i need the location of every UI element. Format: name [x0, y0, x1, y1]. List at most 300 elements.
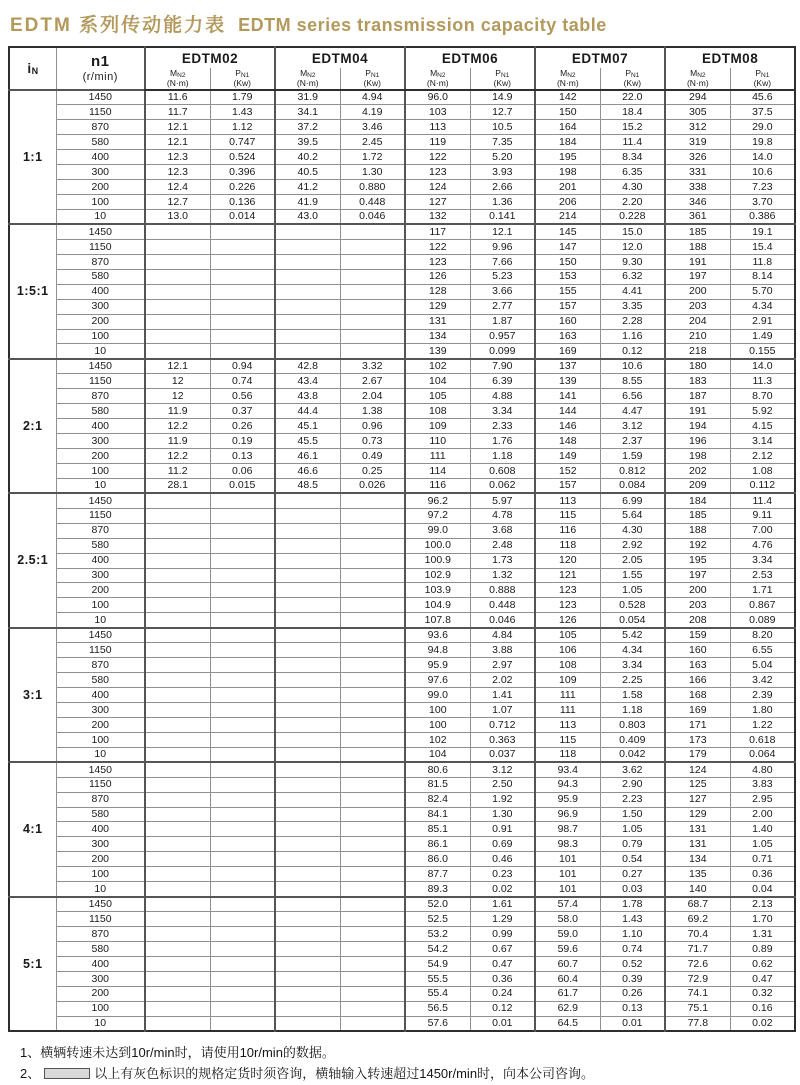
value-cell: 96.9 [535, 807, 600, 822]
value-cell: 202 [665, 463, 730, 478]
value-cell: 0.880 [340, 180, 405, 195]
value-cell: 12.2 [145, 419, 210, 434]
value-cell [275, 762, 340, 777]
value-cell [340, 613, 405, 628]
value-cell: 59.0 [535, 927, 600, 942]
speed-cell: 580 [56, 135, 145, 150]
value-cell: 1.18 [470, 449, 535, 464]
value-cell: 111 [535, 688, 600, 703]
value-cell: 142 [535, 90, 600, 105]
value-cell: 75.1 [665, 1001, 730, 1016]
table-row [9, 837, 795, 852]
value-cell: 56.5 [405, 1001, 470, 1016]
value-cell: 8.70 [730, 389, 795, 404]
table-row [9, 956, 795, 971]
value-cell [210, 792, 275, 807]
table-row [9, 493, 795, 508]
value-cell: 121 [535, 568, 600, 583]
value-cell: 0.747 [210, 135, 275, 150]
value-cell: 54.2 [405, 941, 470, 956]
table-body [9, 90, 795, 1031]
value-cell: 0.94 [210, 359, 275, 374]
table-row [9, 449, 795, 464]
value-cell [340, 792, 405, 807]
value-cell [210, 1016, 275, 1031]
value-cell: 183 [665, 374, 730, 389]
value-cell: 0.12 [600, 344, 665, 359]
value-cell [210, 837, 275, 852]
value-cell: 0.803 [600, 717, 665, 732]
value-cell: 5.20 [470, 150, 535, 165]
speed-cell: 300 [56, 568, 145, 583]
value-cell [275, 314, 340, 329]
value-cell [340, 239, 405, 254]
value-cell [340, 538, 405, 553]
value-cell: 12.7 [145, 195, 210, 210]
value-cell [275, 912, 340, 927]
value-cell [340, 717, 405, 732]
value-cell [275, 254, 340, 269]
speed-cell: 200 [56, 986, 145, 1001]
value-cell [145, 852, 210, 867]
value-cell: 0.32 [730, 986, 795, 1001]
value-cell: 12.2 [145, 449, 210, 464]
value-cell [340, 986, 405, 1001]
value-cell: 102 [405, 732, 470, 747]
speed-cell: 200 [56, 314, 145, 329]
value-cell: 12.4 [145, 180, 210, 195]
value-cell [275, 732, 340, 747]
value-cell: 1.22 [730, 717, 795, 732]
value-cell: 7.00 [730, 523, 795, 538]
value-cell: 98.7 [535, 822, 600, 837]
note-2-text: 以上有灰色标识的规格定货时须咨询，横轴输入转速超过1450r/min时，向本公司咨询。 [94, 1065, 595, 1081]
value-cell [210, 762, 275, 777]
value-cell: 0.13 [210, 449, 275, 464]
value-cell: 1.58 [600, 688, 665, 703]
table-row [9, 180, 795, 195]
value-cell: 1.43 [600, 912, 665, 927]
value-cell [340, 882, 405, 897]
value-cell [210, 299, 275, 314]
value-cell: 15.0 [600, 224, 665, 239]
value-cell: 0.957 [470, 329, 535, 344]
value-cell: 2.20 [600, 195, 665, 210]
value-cell: 96.2 [405, 493, 470, 508]
value-cell: 3.66 [470, 284, 535, 299]
value-cell [210, 538, 275, 553]
value-cell: 146 [535, 419, 600, 434]
table-row [9, 344, 795, 359]
value-cell: 0.155 [730, 344, 795, 359]
value-cell: 12.3 [145, 150, 210, 165]
value-cell: 2.97 [470, 658, 535, 673]
value-cell: 0.112 [730, 478, 795, 493]
value-cell: 118 [535, 538, 600, 553]
value-cell: 4.19 [340, 105, 405, 120]
value-cell [145, 927, 210, 942]
value-cell [210, 1001, 275, 1016]
value-cell [275, 1001, 340, 1016]
page-title [10, 10, 792, 37]
p-col-header: $P_{N1}$ (Kw) [470, 68, 535, 90]
value-cell [275, 523, 340, 538]
value-cell: 52.5 [405, 912, 470, 927]
speed-cell: 200 [56, 449, 145, 464]
speed-cell: 300 [56, 971, 145, 986]
value-cell [210, 986, 275, 1001]
value-cell [210, 239, 275, 254]
value-cell: 122 [405, 239, 470, 254]
value-cell [340, 1016, 405, 1031]
value-cell: 195 [665, 553, 730, 568]
value-cell [340, 254, 405, 269]
value-cell [210, 688, 275, 703]
value-cell [340, 583, 405, 598]
value-cell: 3.42 [730, 673, 795, 688]
value-cell: 57.4 [535, 897, 600, 912]
value-cell: 55.5 [405, 971, 470, 986]
speed-cell: 200 [56, 852, 145, 867]
value-cell [210, 508, 275, 523]
value-cell: 1.72 [340, 150, 405, 165]
value-cell: 41.2 [275, 180, 340, 195]
speed-cell: 100 [56, 329, 145, 344]
table-row [9, 359, 795, 374]
speed-cell: 580 [56, 269, 145, 284]
value-cell: 123 [405, 254, 470, 269]
value-cell [210, 314, 275, 329]
value-cell [210, 254, 275, 269]
value-cell [275, 927, 340, 942]
value-cell: 3.62 [600, 762, 665, 777]
value-cell: 139 [405, 344, 470, 359]
value-cell: 45.5 [275, 434, 340, 449]
table-row [9, 374, 795, 389]
table-row [9, 568, 795, 583]
value-cell [210, 269, 275, 284]
value-cell: 331 [665, 165, 730, 180]
table-row [9, 210, 795, 225]
value-cell: 4.15 [730, 419, 795, 434]
value-cell: 45.6 [730, 90, 795, 105]
value-cell: 3.70 [730, 195, 795, 210]
value-cell: 126 [405, 269, 470, 284]
value-cell [340, 299, 405, 314]
value-cell: 6.55 [730, 643, 795, 658]
value-cell: 0.13 [600, 1001, 665, 1016]
value-cell: 201 [535, 180, 600, 195]
value-cell: 0.03 [600, 882, 665, 897]
value-cell: 5.70 [730, 284, 795, 299]
value-cell: 111 [405, 449, 470, 464]
value-cell: 0.67 [470, 941, 535, 956]
value-cell: 100.9 [405, 553, 470, 568]
value-cell: 3.12 [470, 762, 535, 777]
value-cell: 4.47 [600, 404, 665, 419]
value-cell: 0.228 [600, 210, 665, 225]
speed-cell: 400 [56, 956, 145, 971]
value-cell [210, 613, 275, 628]
value-cell: 11.6 [145, 90, 210, 105]
table-row [9, 419, 795, 434]
value-cell: 103 [405, 105, 470, 120]
value-cell: 123 [405, 165, 470, 180]
value-cell: 4.34 [600, 643, 665, 658]
table-row [9, 777, 795, 792]
value-cell [210, 598, 275, 613]
value-cell [145, 568, 210, 583]
value-cell: 145 [535, 224, 600, 239]
table-row [9, 897, 795, 912]
value-cell [145, 941, 210, 956]
value-cell: 0.24 [470, 986, 535, 1001]
value-cell [340, 822, 405, 837]
speed-cell: 100 [56, 867, 145, 882]
value-cell [210, 224, 275, 239]
value-cell [340, 807, 405, 822]
ratio-cell: 2:1 [9, 359, 56, 493]
value-cell: 115 [535, 508, 600, 523]
value-cell [340, 927, 405, 942]
speed-cell: 870 [56, 658, 145, 673]
value-cell: 0.37 [210, 404, 275, 419]
speed-cell: 1450 [56, 224, 145, 239]
value-cell: 8.14 [730, 269, 795, 284]
value-cell: 0.49 [340, 449, 405, 464]
speed-cell: 10 [56, 613, 145, 628]
value-cell: 184 [535, 135, 600, 150]
p-col-header: $P_{N1}$ (Kw) [600, 68, 665, 90]
value-cell: 60.7 [535, 956, 600, 971]
value-cell: 124 [665, 762, 730, 777]
value-cell [210, 643, 275, 658]
value-cell: 12.1 [145, 135, 210, 150]
value-cell: 0.712 [470, 717, 535, 732]
value-cell: 1.36 [470, 195, 535, 210]
table-row [9, 747, 795, 762]
value-cell: 1.18 [600, 702, 665, 717]
value-cell: 5.04 [730, 658, 795, 673]
value-cell: 0.27 [600, 867, 665, 882]
value-cell [145, 688, 210, 703]
speed-cell: 400 [56, 822, 145, 837]
value-cell: 84.1 [405, 807, 470, 822]
value-cell [210, 732, 275, 747]
value-cell: 113 [535, 493, 600, 508]
value-cell: 163 [665, 658, 730, 673]
value-cell: 152 [535, 463, 600, 478]
value-cell [340, 598, 405, 613]
value-cell [275, 239, 340, 254]
value-cell: 107.8 [405, 613, 470, 628]
value-cell: 0.73 [340, 434, 405, 449]
value-cell [210, 956, 275, 971]
value-cell: 1.16 [600, 329, 665, 344]
table-row [9, 478, 795, 493]
value-cell: 0.226 [210, 180, 275, 195]
value-cell: 12.7 [470, 105, 535, 120]
value-cell: 105 [535, 628, 600, 643]
value-cell: 18.4 [600, 105, 665, 120]
value-cell [275, 628, 340, 643]
value-cell: 12.1 [470, 224, 535, 239]
value-cell [340, 269, 405, 284]
value-cell: 94.3 [535, 777, 600, 792]
table-row [9, 688, 795, 703]
value-cell: 3.34 [730, 553, 795, 568]
m-col-header: $M_{N2}$ (N·m) [665, 68, 730, 90]
value-cell: 160 [665, 643, 730, 658]
value-cell: 5.64 [600, 508, 665, 523]
value-cell: 46.6 [275, 463, 340, 478]
note-2 [20, 1064, 792, 1085]
value-cell: 140 [665, 882, 730, 897]
table-row [9, 105, 795, 120]
value-cell [210, 897, 275, 912]
speed-cell: 580 [56, 673, 145, 688]
value-cell [340, 658, 405, 673]
value-cell: 110 [405, 434, 470, 449]
value-cell: 3.12 [600, 419, 665, 434]
table-row [9, 239, 795, 254]
value-cell: 101 [535, 882, 600, 897]
value-cell: 6.35 [600, 165, 665, 180]
value-cell [145, 777, 210, 792]
value-cell: 11.4 [600, 135, 665, 150]
value-cell: 0.96 [340, 419, 405, 434]
table-row [9, 224, 795, 239]
value-cell [275, 971, 340, 986]
value-cell: 2.48 [470, 538, 535, 553]
value-cell: 104 [405, 747, 470, 762]
value-cell: 19.8 [730, 135, 795, 150]
value-cell: 1.29 [470, 912, 535, 927]
value-cell: 0.867 [730, 598, 795, 613]
value-cell [145, 673, 210, 688]
value-cell: 2.67 [340, 374, 405, 389]
value-cell: 0.99 [470, 927, 535, 942]
value-cell: 0.25 [340, 463, 405, 478]
value-cell: 0.046 [340, 210, 405, 225]
speed-cell: 1150 [56, 912, 145, 927]
value-cell [210, 628, 275, 643]
value-cell: 37.2 [275, 120, 340, 135]
value-cell: 2.95 [730, 792, 795, 807]
value-cell: 155 [535, 284, 600, 299]
value-cell [340, 508, 405, 523]
value-cell: 208 [665, 613, 730, 628]
speed-cell: 10 [56, 344, 145, 359]
value-cell [210, 284, 275, 299]
table-row [9, 732, 795, 747]
corner-in-header: $i_N$ [27, 61, 39, 76]
value-cell [145, 254, 210, 269]
value-cell [340, 777, 405, 792]
value-cell: 346 [665, 195, 730, 210]
value-cell [145, 329, 210, 344]
value-cell: 2.50 [470, 777, 535, 792]
value-cell: 12 [145, 389, 210, 404]
value-cell: 7.66 [470, 254, 535, 269]
value-cell: 101 [535, 852, 600, 867]
value-cell: 116 [405, 478, 470, 493]
value-cell [145, 583, 210, 598]
value-cell: 197 [665, 568, 730, 583]
value-cell [145, 299, 210, 314]
value-cell: 0.062 [470, 478, 535, 493]
table-row [9, 254, 795, 269]
value-cell: 98.3 [535, 837, 600, 852]
value-cell [275, 688, 340, 703]
value-cell [275, 702, 340, 717]
value-cell: 2.77 [470, 299, 535, 314]
value-cell: 72.9 [665, 971, 730, 986]
value-cell: 117 [405, 224, 470, 239]
value-cell [275, 882, 340, 897]
value-cell [275, 986, 340, 1001]
value-cell: 46.1 [275, 449, 340, 464]
value-cell: 0.386 [730, 210, 795, 225]
value-cell [210, 583, 275, 598]
value-cell: 113 [535, 717, 600, 732]
value-cell: 0.396 [210, 165, 275, 180]
value-cell: 104.9 [405, 598, 470, 613]
value-cell: 68.7 [665, 897, 730, 912]
value-cell: 95.9 [535, 792, 600, 807]
value-cell: 150 [535, 105, 600, 120]
value-cell [275, 269, 340, 284]
value-cell: 4.78 [470, 508, 535, 523]
value-cell: 5.97 [470, 493, 535, 508]
value-cell: 2.90 [600, 777, 665, 792]
value-cell: 159 [665, 628, 730, 643]
value-cell: 4.76 [730, 538, 795, 553]
value-cell [210, 702, 275, 717]
value-cell: 44.4 [275, 404, 340, 419]
table-row [9, 807, 795, 822]
value-cell [340, 867, 405, 882]
value-cell: 96.0 [405, 90, 470, 105]
value-cell: 3.32 [340, 359, 405, 374]
value-cell: 11.9 [145, 434, 210, 449]
table-row [9, 553, 795, 568]
value-cell: 3.46 [340, 120, 405, 135]
value-cell: 294 [665, 90, 730, 105]
value-cell: 1.30 [340, 165, 405, 180]
value-cell [340, 224, 405, 239]
value-cell: 184 [665, 493, 730, 508]
value-cell: 125 [665, 777, 730, 792]
value-cell: 0.084 [600, 478, 665, 493]
value-cell: 1.71 [730, 583, 795, 598]
value-cell [145, 837, 210, 852]
value-cell: 0.36 [730, 867, 795, 882]
table-row [9, 628, 795, 643]
value-cell: 1.43 [210, 105, 275, 120]
value-cell: 0.89 [730, 941, 795, 956]
value-cell: 2.28 [600, 314, 665, 329]
table-row [9, 598, 795, 613]
value-cell [275, 852, 340, 867]
speed-cell: 870 [56, 927, 145, 942]
speed-cell: 1150 [56, 239, 145, 254]
value-cell [275, 613, 340, 628]
value-cell [275, 658, 340, 673]
value-cell: 0.136 [210, 195, 275, 210]
value-cell: 93.6 [405, 628, 470, 643]
table-row [9, 792, 795, 807]
